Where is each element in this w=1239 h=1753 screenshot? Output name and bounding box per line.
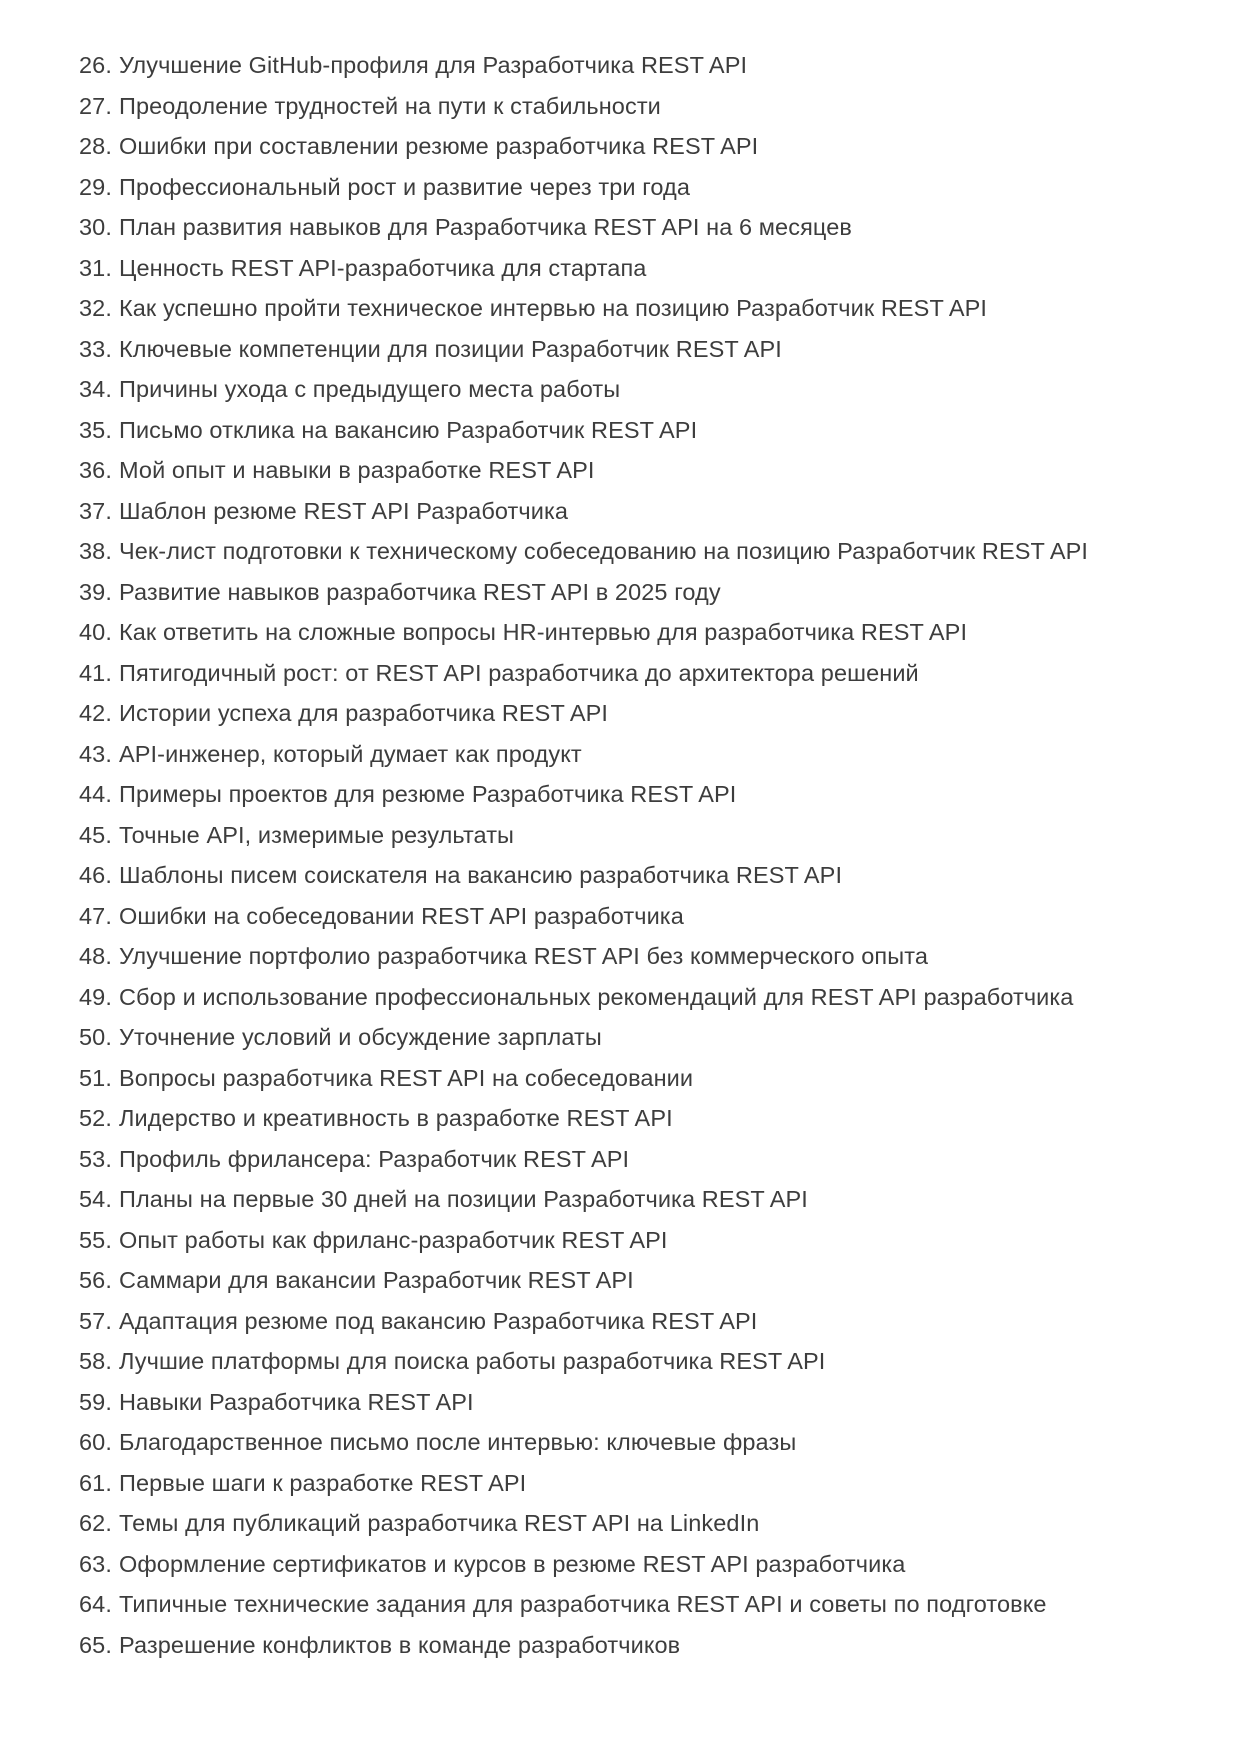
list-item [79,254,1179,283]
list-item-number: 60. [79,1429,112,1455]
list-item [79,1307,1179,1336]
list-item-text: Истории успеха для разработчика REST API [118,700,609,726]
list-item-number: 48. [79,943,112,969]
list-item-number: 51. [79,1064,112,1091]
list-item [79,537,1179,566]
list-item-number: 49. [79,983,112,1010]
list-item-text: Первые шаги к разработке REST API [118,1469,527,1496]
list-item-number: 59. [79,1388,112,1415]
list-item-text: Оформление сертификатов и курсов в резюме REST API разработчика [118,1550,906,1577]
list-item-number: 57. [79,1307,112,1334]
list-item-text: Благодарственное письмо после интервью: ключевые фразы [118,1429,797,1455]
list-item-text: Ошибки на собеседовании REST API разработчика [118,902,684,929]
list-item-text: Навыки Разработчика REST API [118,1388,474,1415]
list-item [79,699,1179,728]
list-item-text: Уточнение условий и обсуждение зарплаты [118,1024,602,1050]
list-item [79,780,1179,809]
list-item-text: Лидерство и креативность в разработке REST API [118,1105,673,1131]
list-item [79,173,1179,202]
list-item [79,1509,1179,1538]
list-item-number: 65. [79,1631,112,1658]
list-item-number: 52. [79,1105,112,1131]
list-item-number: 29. [79,173,112,200]
list-item-number: 33. [79,335,112,362]
list-item [79,618,1179,647]
list-item-text: Темы для публикаций разработчика REST API на LinkedIn [118,1510,760,1536]
list-item-text: Пятигодичный рост: от REST API разработчика до архитектора решений [118,659,919,686]
list-item-number: 50. [79,1024,112,1050]
list-item-number: 64. [79,1591,112,1617]
list-item-text: План развития навыков для Разработчика REST API на 6 месяцев [118,214,852,240]
list-item [79,740,1179,769]
list-item-number: 46. [79,862,112,888]
list-item-text: Улучшение GitHub-профиля для Разработчика REST API [118,52,748,78]
list-item-number: 43. [79,740,112,767]
list-item [79,213,1179,242]
list-item [79,92,1179,121]
list-item-text: Примеры проектов для резюме Разработчика REST API [118,781,737,807]
list-item-number: 36. [79,457,112,483]
list-item [79,1590,1179,1619]
list-item-text: Шаблоны писем соискателя на вакансию разработчика REST API [118,862,843,888]
list-item [79,1469,1179,1498]
list-item-number: 53. [79,1145,112,1172]
list-item-text: Вопросы разработчика REST API на собеседовании [118,1064,694,1091]
list-item [79,1550,1179,1579]
list-item-text: Развитие навыков разработчика REST API в 2025 году [118,578,721,605]
list-item-number: 37. [79,497,112,524]
list-item-text: Типичные технические задания для разработчика REST API и советы по подготовке [118,1591,1047,1617]
list-item-number: 61. [79,1469,112,1496]
list-item-text: Письмо отклика на вакансию Разработчик REST API [118,416,698,443]
list-item [79,1266,1179,1295]
list-item-number: 28. [79,133,112,159]
list-item-text: Мой опыт и навыки в разработке REST API [118,457,595,483]
list-item-text: Профессиональный рост и развитие через три года [118,173,691,200]
list-item [79,902,1179,931]
list-item-text: Сбор и использование профессиональных рекомендаций для REST API разработчика [118,983,1074,1010]
list-item-number: 45. [79,821,112,848]
list-item-text: Шаблон резюме REST API Разработчика [118,497,569,524]
list-item [79,861,1179,890]
list-item-number: 44. [79,781,112,807]
list-item-number: 26. [79,52,112,78]
list-item [79,1145,1179,1174]
list-item-text: Разрешение конфликтов в команде разработчиков [118,1631,681,1658]
list-item-text: Саммари для вакансии Разработчик REST API [118,1267,634,1293]
list-item-number: 27. [79,92,112,119]
list-item-text: Точные API, измеримые результаты [118,821,515,848]
list-item [79,983,1179,1012]
list-item-number: 32. [79,295,112,321]
list-item-number: 41. [79,659,112,686]
list-item-number: 63. [79,1550,112,1577]
list-item-text: Планы на первые 30 дней на позиции Разработчика REST API [118,1186,808,1212]
list-item-number: 38. [79,538,112,564]
list-item-number: 31. [79,254,112,281]
list-item-text: Как успешно пройти техническое интервью на позицию Разработчик REST API [118,295,987,321]
list-item [79,659,1179,688]
list-item [79,1023,1179,1052]
list-item-text: Опыт работы как фриланс-разработчик REST API [118,1226,668,1253]
list-item-number: 30. [79,214,112,240]
list-item [79,1064,1179,1093]
list-item-text: Профиль фрилансера: Разработчик REST API [118,1145,630,1172]
list-item-text: Адаптация резюме под вакансию Разработчика REST API [118,1307,758,1334]
list-item [79,51,1179,80]
list-item [79,1185,1179,1214]
list-item-number: 55. [79,1226,112,1253]
list-item [79,335,1179,364]
list-item-number: 56. [79,1267,112,1293]
list-item-text: Лучшие платформы для поиска работы разработчика REST API [118,1348,826,1374]
list-item-text: Ошибки при составлении резюме разработчика REST API [118,133,759,159]
list-item-number: 54. [79,1186,112,1212]
list-item-number: 34. [79,376,112,402]
list-item [79,1428,1179,1457]
topic-list [79,51,1179,1660]
list-item-number: 62. [79,1510,112,1536]
list-item [79,375,1179,404]
list-item-text: Как ответить на сложные вопросы HR-интервью для разработчика REST API [118,619,968,645]
list-item-text: API-инженер, который думает как продукт [118,740,582,767]
list-item-text: Улучшение портфолио разработчика REST API без коммерческого опыта [118,943,929,969]
list-item [79,1104,1179,1133]
list-item [79,132,1179,161]
list-item [79,1347,1179,1376]
list-item [79,1226,1179,1255]
list-item [79,821,1179,850]
list-item-number: 35. [79,416,112,443]
list-item-number: 39. [79,578,112,605]
list-item-number: 42. [79,700,112,726]
list-item [79,294,1179,323]
list-item-number: 58. [79,1348,112,1374]
list-item-text: Преодоление трудностей на пути к стабильности [118,92,661,119]
list-item [79,497,1179,526]
list-item [79,1388,1179,1417]
list-item [79,942,1179,971]
list-item-text: Причины ухода с предыдущего места работы [118,376,621,402]
list-item-text: Чек-лист подготовки к техническому собеседованию на позицию Разработчик REST API [118,538,1089,564]
list-item [79,416,1179,445]
list-item-text: Ключевые компетенции для позиции Разработчик REST API [118,335,782,362]
list-item-text: Ценность REST API-разработчика для стартапа [118,254,647,281]
list-item [79,578,1179,607]
list-item [79,1631,1179,1660]
list-item [79,456,1179,485]
list-item-number: 47. [79,902,112,929]
list-item-number: 40. [79,619,112,645]
